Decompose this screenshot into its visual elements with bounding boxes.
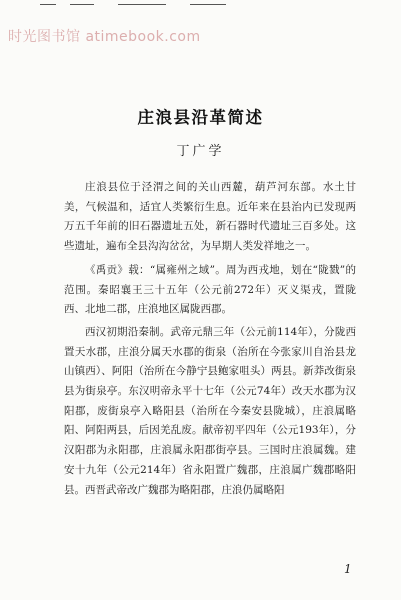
author-name: 丁广学	[176, 144, 225, 159]
page-title: 庄浪县沿革简述	[137, 108, 264, 127]
paragraph-intro: 庄浪县位于泾渭之间的关山西麓，葫芦河东部。水土甘美，气候温和，适宜人类繁衍生息。近年来在县治内已发现两万五千年前的旧石器遗址五处，新石器时代遗址三百多处。这些遗址，遍布全县沟沟岔岔，为早期人类发祥地之一。	[64, 181, 356, 253]
paragraph-western-han: 西汉初期沿秦制。武帝元鼎三年（公元前114年），分陇西置天水郡，庄浪分属天水郡的街泉（治所在今张家川自治县龙山镇西）、阿阳（治所在今静宁县鲍家咀头）两县。新莽改街泉县为街泉亭。东汉明帝永平十七年（公元74年）改天水郡为汉阳郡，废街泉亭入略阳县（治所在今秦安县陇城），庄浪属略阳、阿阳两县，后因羌乱废。献帝初平四年（公元193年），分汉阳郡为永阳郡，庄浪属永阳郡街亭县。三国时庄浪属魏。建安十九年（公元214年）省永阳置广魏郡，庄浪属广魏郡略阳县。西晋武帝改广魏郡为略阳郡，庄浪仍属略阳	[64, 325, 356, 496]
page-number: 1	[344, 562, 352, 576]
paragraph-yugong: 《禹贡》载：“属雍州之域”。周为西戎地，划在“陇戮”的范围。秦昭襄王三十五年（公元前272年）灭义渠戎，置陇西、北地二郡，庄浪地区属陇西郡。	[64, 263, 356, 316]
watermark: 时光图书馆 atimebook.com	[8, 29, 201, 45]
scan-edge-marks	[0, 0, 401, 8]
article-body	[64, 178, 356, 503]
